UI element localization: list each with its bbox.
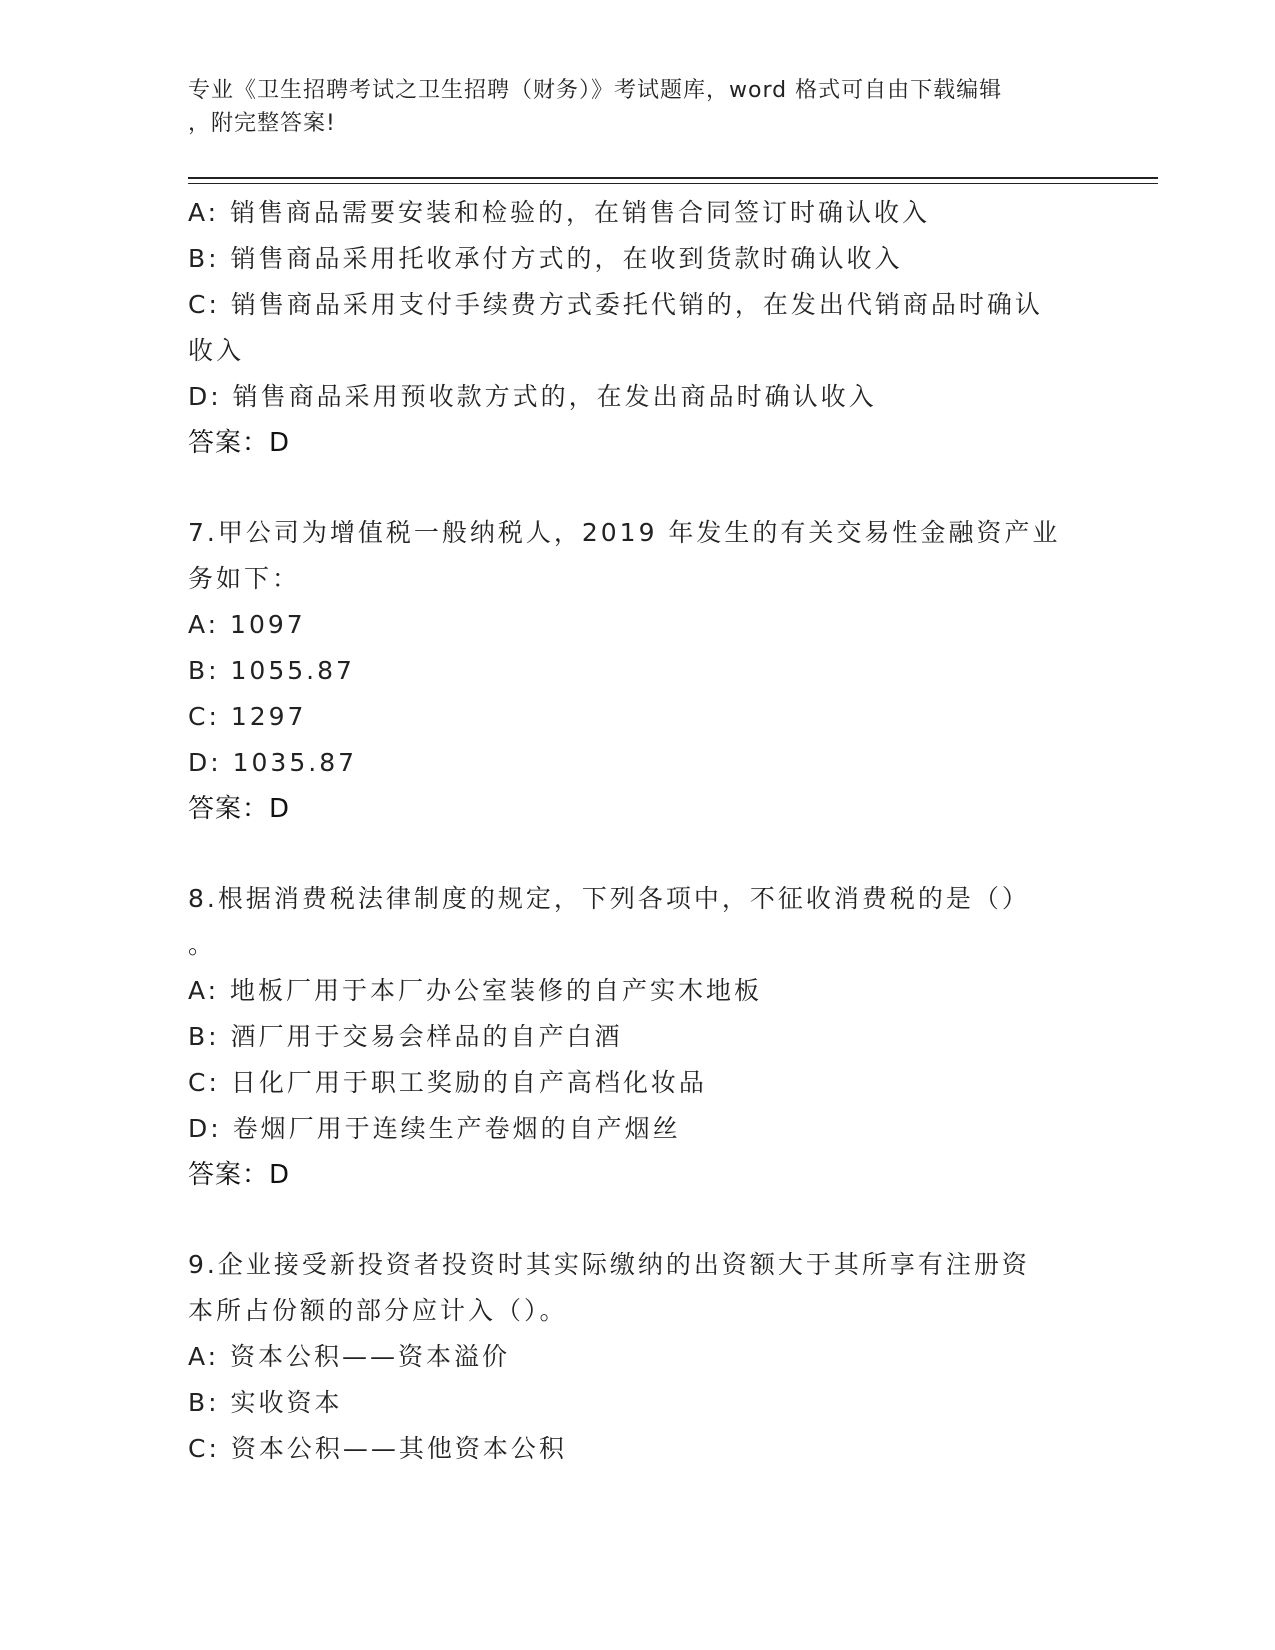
header-line-1: 专业《卫生招聘考试之卫生招聘（财务）》考试题库，word 格式可自由下载编辑	[188, 78, 1003, 103]
option-b: B: 销售商品采用托收承付方式的，在收到货款时确认收入	[188, 244, 903, 273]
question-stem-continued: 务如下：	[188, 564, 301, 593]
option-a: A: 地板厂用于本厂办公室装修的自产实木地板	[188, 976, 763, 1005]
question-stem: 9.企业接受新投资者投资时其实际缴纳的出资额大于其所享有注册资	[188, 1250, 1030, 1279]
option-d: D: 卷烟厂用于连续生产卷烟的自产烟丝	[188, 1114, 681, 1143]
header-line-2: ，附完整答案!	[188, 111, 336, 136]
option-a: A: 1097	[188, 610, 306, 639]
option-c-continued: 收入	[188, 336, 245, 365]
option-c: C: 日化厂用于职工奖励的自产高档化妆品	[188, 1068, 707, 1097]
question-7	[188, 510, 1088, 832]
option-d: D: 销售商品采用预收款方式的，在发出商品时确认收入	[188, 382, 877, 411]
question-8	[188, 876, 1088, 1198]
option-b: B: 1055.87	[188, 656, 355, 685]
spacer	[188, 1198, 1088, 1242]
spacer	[188, 832, 1088, 876]
question-stem: 8.根据消费税法律制度的规定，下列各项中，不征收消费税的是（）	[188, 884, 1030, 913]
question-6	[188, 190, 1088, 466]
option-c: C: 销售商品采用支付手续费方式委托代销的，在发出代销商品时确认	[188, 290, 1043, 319]
document-header	[188, 74, 1068, 140]
option-c: C: 1297	[188, 702, 307, 731]
question-stem: 7.甲公司为增值税一般纳税人，2019 年发生的有关交易性金融资产业	[188, 518, 1061, 547]
answer: 答案：D	[188, 1160, 291, 1190]
header-rule-thin	[188, 183, 1158, 184]
option-d: D: 1035.87	[188, 748, 358, 777]
option-a: A: 资本公积——资本溢价	[188, 1342, 511, 1371]
spacer	[188, 466, 1088, 510]
option-c: C: 资本公积——其他资本公积	[188, 1434, 567, 1463]
answer: 答案：D	[188, 428, 291, 458]
question-stem-continued: 。	[188, 930, 217, 959]
question-list	[188, 190, 1088, 1472]
question-stem-continued: 本所占份额的部分应计入（）。	[188, 1296, 568, 1325]
header-rule-thick	[188, 177, 1158, 179]
answer: 答案：D	[188, 794, 291, 824]
option-a: A: 销售商品需要安装和检验的，在销售合同签订时确认收入	[188, 198, 931, 227]
option-b: B: 酒厂用于交易会样品的自产白酒	[188, 1022, 623, 1051]
option-b: B: 实收资本	[188, 1388, 343, 1417]
question-9	[188, 1242, 1088, 1472]
